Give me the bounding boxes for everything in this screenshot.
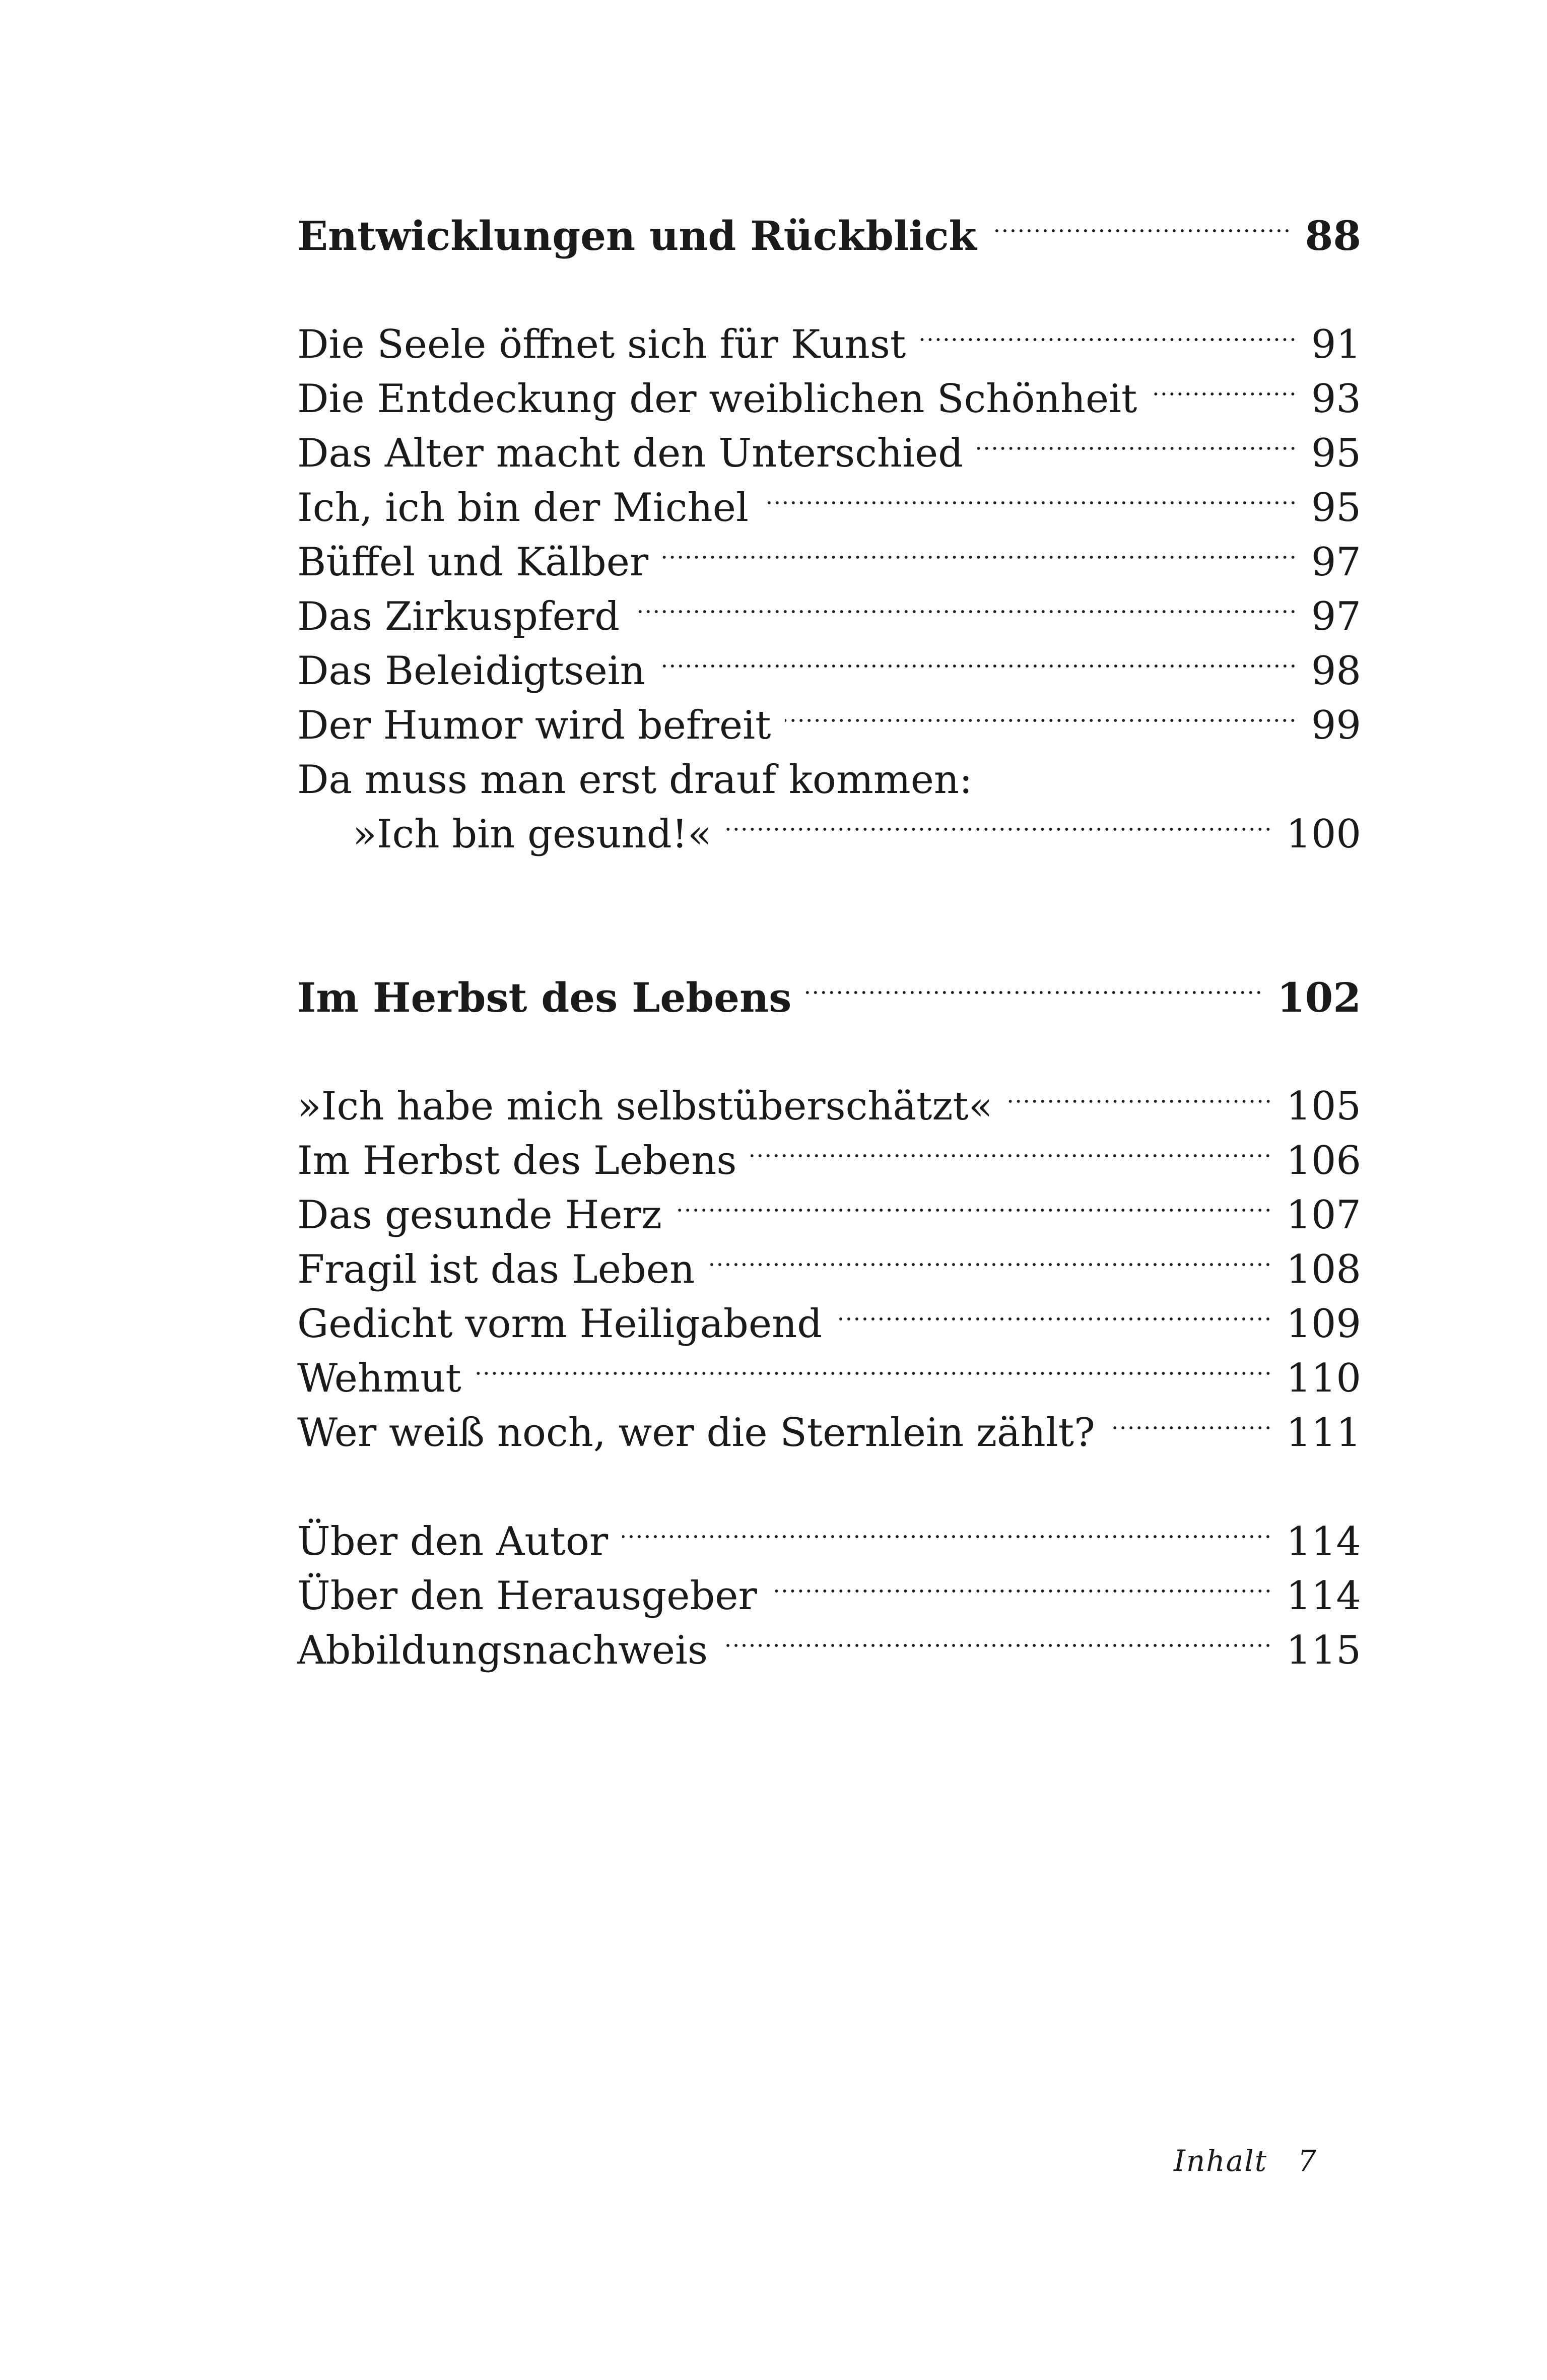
toc-entry-title: Abbildungsnachweis [297, 1628, 708, 1673]
toc-entry-page: 97 [1311, 540, 1361, 585]
toc-dot-leader [1151, 392, 1297, 395]
toc-section-title: Im Herbst des Lebens [297, 974, 792, 1021]
toc-entry [297, 426, 1361, 481]
toc-entry-title: »Ich habe mich selbstüberschätzt« [297, 1084, 993, 1129]
toc-entry-page: 114 [1286, 1573, 1361, 1619]
toc-entry-page: 105 [1286, 1084, 1361, 1129]
toc-section-title: Entwicklungen und Rückblick [297, 212, 977, 259]
toc-entry-page: 107 [1286, 1193, 1361, 1238]
toc-section-page: 102 [1277, 974, 1361, 1021]
toc-dot-leader [836, 1317, 1272, 1320]
toc-entry-title: Gedicht vorm Heiligabend [297, 1301, 823, 1347]
toc-entry-title: Über den Herausgeber [297, 1573, 757, 1619]
toc-dot-leader [977, 447, 1297, 450]
toc-dot-leader [709, 1263, 1272, 1266]
toc-entry [297, 1242, 1361, 1297]
toc-entry-page: 98 [1311, 648, 1361, 694]
toc-entry-page: 110 [1286, 1356, 1361, 1401]
toc-entry [297, 1134, 1361, 1188]
toc-section-page: 88 [1305, 212, 1361, 259]
toc-entry [297, 698, 1361, 753]
toc-dot-leader [1109, 1426, 1272, 1429]
toc-dot-leader [805, 991, 1263, 994]
toc-entry-multiline-cont [297, 807, 1361, 862]
toc-entry [297, 535, 1361, 589]
toc-entry-title: Das gesunde Herz [297, 1193, 662, 1238]
toc-entry-title: Das Zirkuspferd [297, 594, 620, 639]
toc-dot-leader [722, 1644, 1272, 1647]
toc-entry-page: 95 [1311, 431, 1361, 476]
toc-dot-leader [785, 719, 1297, 722]
toc-dot-leader [726, 828, 1272, 831]
toc-entry [297, 644, 1361, 698]
toc-entry-title: Da muss man erst drauf kommen: [297, 757, 973, 803]
toc-dot-leader [476, 1372, 1272, 1375]
toc-entry-title: Wer weiß noch, wer die Sternlein zählt? [297, 1410, 1095, 1456]
toc-entry-page: 108 [1286, 1247, 1361, 1292]
toc-section-heading [297, 970, 1361, 1025]
toc-dot-leader [751, 1154, 1272, 1157]
toc-dot-leader [771, 1590, 1272, 1593]
toc-section-heading [297, 209, 1361, 263]
toc-entry-page: 95 [1311, 485, 1361, 531]
toc-dot-leader [634, 610, 1297, 613]
toc-entry-title: Die Entdeckung der weiblichen Schönheit [297, 376, 1137, 422]
toc-entry [297, 1351, 1361, 1406]
toc-dot-leader [622, 1535, 1272, 1538]
toc-entry [297, 1079, 1361, 1134]
toc-appendix-entry [297, 1514, 1361, 1569]
toc-entry-title: Büffel und Kälber [297, 540, 649, 585]
toc-entry-page: 111 [1286, 1410, 1361, 1456]
toc-entry-title: Fragil ist das Leben [297, 1247, 695, 1292]
toc-entry-title: Im Herbst des Lebens [297, 1138, 737, 1183]
toc-entry-title: Ich, ich bin der Michel [297, 485, 749, 531]
toc-dot-leader [662, 556, 1297, 559]
toc-appendix-entry [297, 1623, 1361, 1678]
toc-appendix-entry [297, 1569, 1361, 1623]
toc-entry-title: Über den Autor [297, 1519, 609, 1564]
toc-entry-page: 115 [1286, 1628, 1361, 1673]
page-footer [1174, 2144, 1317, 2178]
toc-entry-title: Das Beleidigtsein [297, 648, 645, 694]
toc-dot-leader [1007, 1100, 1272, 1103]
toc-entry [297, 1297, 1361, 1351]
footer-page-number: 7 [1298, 2144, 1317, 2178]
toc-dot-leader [920, 338, 1297, 341]
toc-entry-page: 97 [1311, 594, 1361, 639]
toc-entry [297, 317, 1361, 372]
toc-dot-leader [659, 665, 1297, 668]
toc-entry-title: Die Seele öffnet sich für Kunst [297, 322, 906, 367]
toc-dot-leader [676, 1209, 1272, 1212]
toc-entry [297, 1406, 1361, 1460]
toc-entry-page: 109 [1286, 1301, 1361, 1347]
toc-entry-page: 114 [1286, 1519, 1361, 1564]
toc-entry-page: 93 [1311, 376, 1361, 422]
toc-entry [297, 372, 1361, 426]
toc-entry [297, 589, 1361, 644]
toc-entry-title-cont: »Ich bin gesund!« [353, 812, 712, 857]
toc-entry-page: 91 [1311, 322, 1361, 367]
toc-entry-multiline-first [297, 753, 1361, 807]
toc-entry-title: Wehmut [297, 1356, 461, 1401]
toc-entry [297, 1188, 1361, 1242]
toc-dot-leader [763, 501, 1297, 504]
toc-entry-title: Der Humor wird befreit [297, 703, 771, 748]
toc-entry [297, 481, 1361, 535]
toc-entry-page: 106 [1286, 1138, 1361, 1183]
footer-label: Inhalt [1174, 2144, 1268, 2178]
toc-entry-page: 100 [1286, 812, 1361, 857]
toc-dot-leader [991, 229, 1291, 232]
toc-entry-page: 99 [1311, 703, 1361, 748]
toc-entry-title: Das Alter macht den Unterschied [297, 431, 964, 476]
